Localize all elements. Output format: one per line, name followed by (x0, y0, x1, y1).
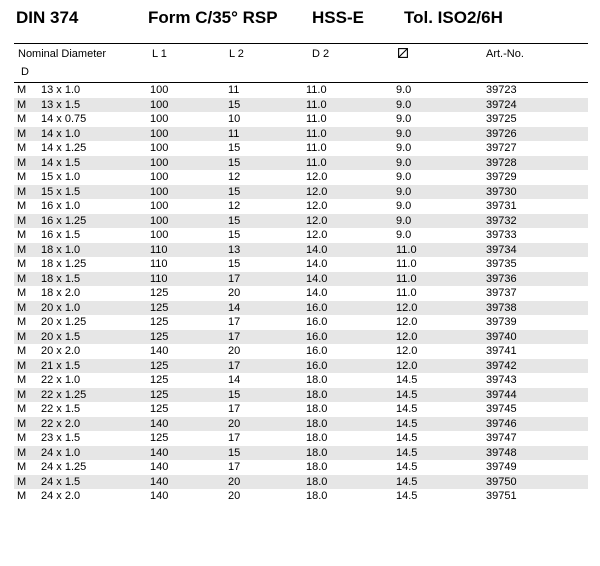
art-number: 39744 (486, 388, 517, 401)
nominal-size: 15 x 1.5 (41, 185, 81, 198)
nominal-size: 24 x 1.0 (41, 446, 81, 459)
square-value: 14.5 (396, 461, 418, 473)
square-value: 12.0 (396, 316, 418, 328)
table-row (14, 83, 588, 98)
square-value: 14.5 (396, 475, 418, 488)
square-value: 9.0 (396, 229, 412, 241)
nominal-size: 21 x 1.5 (41, 359, 81, 372)
thread-prefix: M (17, 98, 27, 111)
thread-prefix: M (17, 185, 27, 198)
square-value: 12.0 (396, 330, 418, 343)
form-title: Form C/35° RSP (148, 8, 278, 27)
table-row (14, 286, 588, 301)
l1-value: 110 (150, 272, 168, 285)
material-title: HSS-E (312, 8, 364, 27)
art-number: 39745 (486, 403, 517, 415)
l1-value: 140 (150, 345, 169, 357)
thread-prefix: M (17, 214, 27, 227)
table-row (14, 417, 588, 432)
art-number: 39749 (486, 461, 517, 473)
square-value: 14.5 (396, 446, 418, 459)
nominal-size: 18 x 2.0 (41, 287, 81, 299)
square-value: 11.0 (396, 258, 417, 270)
l1-value: 100 (150, 156, 169, 169)
l1-value: 140 (150, 461, 169, 473)
table-row (14, 141, 588, 156)
d2-value: 12.0 (306, 171, 328, 183)
square-value: 12.0 (396, 345, 418, 357)
d2-value: 18.0 (306, 490, 328, 502)
thread-prefix: M (17, 461, 27, 473)
nominal-size: 14 x 0.75 (41, 113, 87, 125)
d2-value: 18.0 (306, 403, 328, 415)
nominal-size: 18 x 1.25 (41, 258, 87, 270)
l1-value: 140 (150, 417, 169, 430)
table-row (14, 199, 588, 214)
l2-value: 20 (228, 287, 241, 299)
l1-value: 125 (150, 287, 169, 299)
l1-value: 100 (150, 84, 169, 96)
table-row (14, 344, 588, 359)
thread-prefix: M (17, 490, 27, 502)
l2-value: 10 (228, 113, 241, 125)
nominal-size: 20 x 1.25 (41, 316, 87, 328)
thread-prefix: M (17, 345, 27, 357)
nominal-size: 16 x 1.0 (41, 200, 81, 212)
nominal-size: 22 x 2.0 (41, 417, 81, 430)
art-number: 39748 (486, 446, 517, 459)
l1-value: 125 (150, 432, 169, 444)
l1-value: 125 (150, 403, 169, 415)
nominal-size: 20 x 1.5 (41, 330, 81, 343)
l2-value: 17 (228, 359, 241, 372)
l2-value: 15 (228, 98, 241, 111)
col-art-no: Art.-No. (486, 48, 524, 60)
d2-value: 16.0 (306, 301, 328, 314)
table-row (14, 460, 588, 475)
table-row (14, 330, 588, 345)
art-number: 39741 (486, 345, 517, 357)
l1-value: 110 (150, 243, 168, 256)
art-number: 39751 (486, 490, 517, 502)
nominal-size: 20 x 2.0 (41, 345, 81, 357)
square-value: 9.0 (396, 98, 412, 111)
d2-value: 18.0 (306, 461, 328, 473)
nominal-size: 24 x 2.0 (41, 490, 81, 502)
thread-prefix: M (17, 272, 27, 285)
table-row (14, 446, 588, 461)
l2-value: 17 (228, 330, 241, 343)
d2-value: 18.0 (306, 417, 328, 430)
nominal-size: 20 x 1.0 (41, 301, 81, 314)
d2-value: 12.0 (306, 229, 328, 241)
l2-value: 15 (228, 214, 241, 227)
thread-prefix: M (17, 388, 27, 401)
l2-value: 11 (228, 127, 240, 140)
d2-value: 18.0 (306, 446, 328, 459)
square-value: 9.0 (396, 113, 412, 125)
square-value: 11.0 (396, 287, 417, 299)
l2-value: 11 (228, 84, 240, 96)
l1-value: 100 (150, 185, 169, 198)
l2-value: 17 (228, 316, 241, 328)
d2-value: 11.0 (306, 84, 327, 96)
square-value: 9.0 (396, 200, 412, 212)
table-row (14, 214, 588, 229)
d2-value: 14.0 (306, 243, 328, 256)
l2-value: 15 (228, 156, 241, 169)
l1-value: 140 (150, 475, 169, 488)
l1-value: 125 (150, 301, 169, 314)
d2-value: 11.0 (306, 142, 327, 154)
table-row (14, 228, 588, 243)
l1-value: 100 (150, 113, 169, 125)
d2-value: 12.0 (306, 214, 328, 227)
art-number: 39727 (486, 142, 517, 154)
tolerance-title: Tol. ISO2/6H (404, 8, 503, 27)
table-row (14, 373, 588, 388)
l2-value: 17 (228, 272, 241, 285)
l1-value: 125 (150, 359, 169, 372)
art-number: 39735 (486, 258, 517, 270)
d2-value: 18.0 (306, 432, 328, 444)
nominal-size: 22 x 1.25 (41, 388, 87, 401)
thread-prefix: M (17, 84, 27, 96)
l2-value: 13 (228, 243, 241, 256)
square-value: 14.5 (396, 374, 418, 386)
table-row (14, 127, 588, 142)
d2-value: 12.0 (306, 185, 328, 198)
l1-value: 140 (150, 490, 169, 502)
square-value: 14.5 (396, 417, 418, 430)
table-row (14, 156, 588, 171)
thread-prefix: M (17, 287, 27, 299)
table-row (14, 301, 588, 316)
nominal-size: 23 x 1.5 (41, 432, 81, 444)
art-number: 39731 (486, 200, 517, 212)
nominal-size: 24 x 1.5 (41, 475, 81, 488)
thread-prefix: M (17, 403, 27, 415)
l2-value: 15 (228, 388, 241, 401)
square-value: 14.5 (396, 490, 418, 502)
table-row (14, 243, 588, 258)
square-icon (398, 48, 408, 58)
thread-prefix: M (17, 432, 27, 444)
nominal-size: 16 x 1.25 (41, 214, 87, 227)
d2-value: 14.0 (306, 272, 328, 285)
l1-value: 125 (150, 330, 169, 343)
nominal-size: 22 x 1.5 (41, 403, 81, 415)
art-number: 39737 (486, 287, 517, 299)
art-number: 39736 (486, 272, 517, 285)
l2-value: 15 (228, 258, 241, 270)
thread-prefix: M (17, 316, 27, 328)
l2-value: 14 (228, 301, 241, 314)
table-row (14, 315, 588, 330)
square-value: 9.0 (396, 156, 412, 169)
nominal-size: 18 x 1.5 (41, 272, 81, 285)
col-d2: D 2 (312, 48, 330, 60)
l2-value: 17 (228, 461, 241, 473)
d2-value: 11.0 (306, 98, 327, 111)
art-number: 39750 (486, 475, 517, 488)
d2-value: 18.0 (306, 475, 328, 488)
l1-value: 100 (150, 171, 169, 183)
square-value: 9.0 (396, 214, 412, 227)
table-row (14, 402, 588, 417)
art-number: 39733 (486, 229, 517, 241)
col-nominal-diameter: Nominal Diameter (18, 48, 107, 60)
art-number: 39726 (486, 127, 517, 140)
table-row (14, 272, 588, 287)
square-value: 12.0 (396, 301, 418, 314)
d2-value: 16.0 (306, 345, 328, 357)
table-row (14, 257, 588, 272)
nominal-size: 22 x 1.0 (41, 374, 81, 386)
nominal-size: 15 x 1.0 (41, 171, 81, 183)
thread-prefix: M (17, 475, 27, 488)
table-row (14, 98, 588, 113)
art-number: 39730 (486, 185, 517, 198)
l2-value: 17 (228, 403, 241, 415)
square-value: 14.5 (396, 403, 418, 415)
art-number: 39740 (486, 330, 517, 343)
nominal-size: 14 x 1.5 (41, 156, 81, 169)
art-number: 39746 (486, 417, 517, 430)
l1-value: 100 (150, 98, 169, 111)
thread-prefix: M (17, 359, 27, 372)
d2-value: 14.0 (306, 258, 328, 270)
art-number: 39723 (486, 84, 517, 96)
table-row (14, 359, 588, 374)
l2-value: 15 (228, 142, 241, 154)
l2-value: 15 (228, 185, 241, 198)
nominal-size: 14 x 1.25 (41, 142, 87, 154)
thread-prefix: M (17, 156, 27, 169)
table-row (14, 170, 588, 185)
table-row (14, 431, 588, 446)
thread-prefix: M (17, 258, 27, 270)
thread-prefix: M (17, 113, 27, 125)
nominal-size: 13 x 1.0 (41, 84, 81, 96)
l2-value: 20 (228, 490, 241, 502)
l1-value: 125 (150, 316, 169, 328)
d2-value: 16.0 (306, 359, 328, 372)
square-value: 9.0 (396, 127, 412, 140)
l1-value: 125 (150, 388, 169, 401)
art-number: 39724 (486, 98, 517, 111)
nominal-size: 14 x 1.0 (41, 127, 81, 140)
d2-value: 18.0 (306, 374, 328, 386)
col-l2: L 2 (229, 48, 244, 60)
nominal-size: 13 x 1.5 (41, 98, 81, 111)
square-value: 9.0 (396, 185, 412, 198)
col-d: D (21, 66, 29, 78)
thread-prefix: M (17, 446, 27, 459)
header-top-rule (14, 43, 588, 44)
art-number: 39732 (486, 214, 517, 227)
thread-prefix: M (17, 200, 27, 212)
thread-prefix: M (17, 142, 27, 154)
l2-value: 17 (228, 432, 241, 444)
col-l1: L 1 (152, 48, 167, 60)
table-row (14, 388, 588, 403)
art-number: 39728 (486, 156, 517, 169)
art-number: 39725 (486, 113, 517, 125)
l2-value: 14 (228, 374, 241, 386)
table-row (14, 475, 588, 490)
thread-prefix: M (17, 171, 27, 183)
l2-value: 20 (228, 417, 241, 430)
l2-value: 15 (228, 229, 241, 241)
data-table (14, 83, 588, 504)
art-number: 39729 (486, 171, 517, 183)
l2-value: 12 (228, 200, 241, 212)
table-row (14, 185, 588, 200)
l1-value: 125 (150, 374, 169, 386)
d2-value: 16.0 (306, 330, 328, 343)
nominal-size: 18 x 1.0 (41, 243, 81, 256)
d2-value: 12.0 (306, 200, 328, 212)
l1-value: 110 (150, 258, 168, 270)
square-value: 14.5 (396, 388, 418, 401)
thread-prefix: M (17, 330, 27, 343)
d2-value: 16.0 (306, 316, 328, 328)
square-value: 9.0 (396, 171, 412, 183)
d2-value: 11.0 (306, 113, 327, 125)
thread-prefix: M (17, 301, 27, 314)
d2-value: 11.0 (306, 156, 327, 169)
nominal-size: 16 x 1.5 (41, 229, 81, 241)
d2-value: 18.0 (306, 388, 328, 401)
thread-prefix: M (17, 417, 27, 430)
nominal-size: 24 x 1.25 (41, 461, 87, 473)
square-value: 14.5 (396, 432, 418, 444)
square-value: 11.0 (396, 272, 417, 285)
table-row (14, 489, 588, 504)
l2-value: 20 (228, 345, 241, 357)
d2-value: 14.0 (306, 287, 328, 299)
l2-value: 12 (228, 171, 241, 183)
thread-prefix: M (17, 243, 27, 256)
square-value: 9.0 (396, 142, 412, 154)
art-number: 39738 (486, 301, 517, 314)
l2-value: 20 (228, 475, 241, 488)
thread-prefix: M (17, 229, 27, 241)
l1-value: 100 (150, 229, 169, 241)
d2-value: 11.0 (306, 127, 327, 140)
thread-prefix: M (17, 374, 27, 386)
art-number: 39734 (486, 243, 517, 256)
standard-title: DIN 374 (16, 8, 79, 27)
art-number: 39739 (486, 316, 517, 328)
square-value: 9.0 (396, 84, 412, 96)
art-number: 39747 (486, 432, 517, 444)
square-value: 12.0 (396, 359, 418, 372)
l1-value: 100 (150, 127, 169, 140)
thread-prefix: M (17, 127, 27, 140)
table-row (14, 112, 588, 127)
square-value: 11.0 (396, 243, 417, 256)
l1-value: 100 (150, 200, 169, 212)
art-number: 39742 (486, 359, 517, 372)
l1-value: 100 (150, 142, 169, 154)
l1-value: 100 (150, 214, 169, 227)
l1-value: 140 (150, 446, 169, 459)
art-number: 39743 (486, 374, 517, 386)
l2-value: 15 (228, 446, 241, 459)
